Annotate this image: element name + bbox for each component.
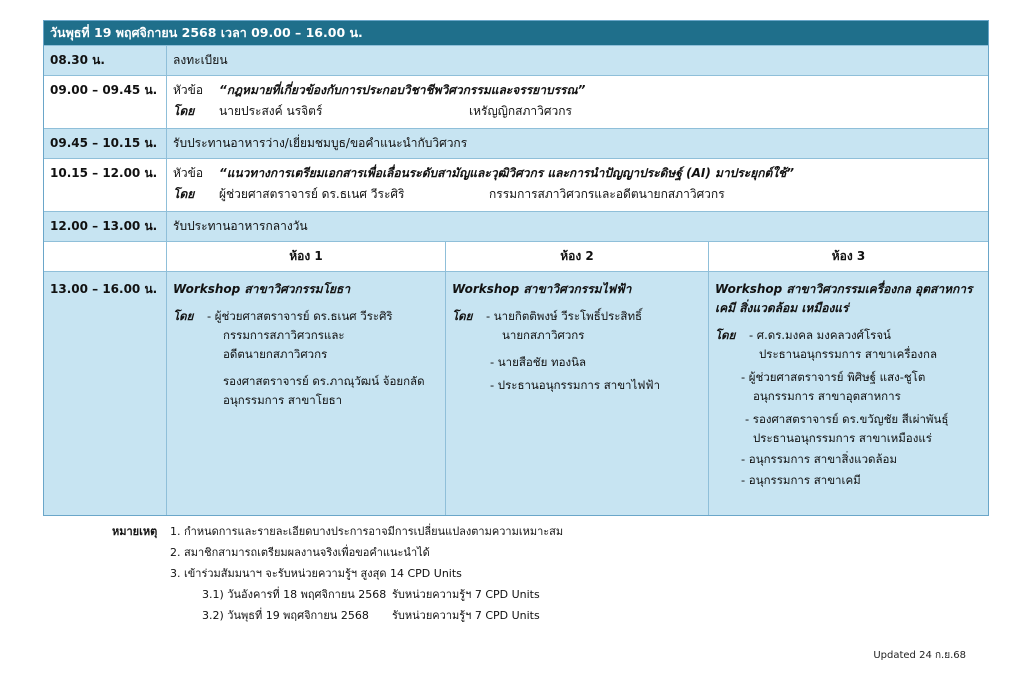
room-3-workshop [709,272,988,515]
time-cell: 12.00 – 13.00 น. [44,212,167,241]
schedule-row-registration [44,45,988,75]
note-subitem-day: 3.2) วันพุธที่ 19 พฤศจิกายน 2568 [202,609,369,622]
speaker-name: - ศ.ดร.มงคล มงคลวงศ์โรจน์ [749,328,891,342]
committee-member: - อนุกรรมการ สาขาเคมี [741,473,861,487]
by-label: โดย [715,328,736,342]
workshop-title: Workshop สาขาวิศวกรรมโยธา [173,282,351,296]
by-label: โดย [173,104,195,118]
committee-member: - อนุกรรมการ สาขาสิ่งแวดล้อม [741,452,898,466]
by-label: โดย [173,309,194,323]
note-item: 1. กำหนดการและรายละเอียดบางประการอาจมีการเปลี่ยนแปลงตามความเหมาะสม [170,525,564,538]
room-1-workshop [167,272,446,515]
speaker-position: อนุกรรมการ สาขาโยธา [223,393,343,407]
workshop-title: Workshop สาขาวิศวกรรมเครื่องกล อุตสาหการ เคมี สิ่งแวดล้อม เหมืองแร่ [715,282,973,315]
room-3-header: ห้อง 3 [831,249,866,263]
schedule-row-session-1 [44,75,988,128]
schedule-date-title: วันพุธที่ 19 พฤศจิกายน 2568 เวลา 09.00 – 16.00 น. [50,25,363,40]
updated-stamp: Updated 24 ก.ย.68 [873,650,966,661]
topic-title: “แนวทางการเตรียมเอกสารเพื่อเลื่อนระดับสามัญและวุฒิวิศวกร และการนำปัญญาประดิษฐ์ (AI) มาประยุกต์ใช้” [219,166,795,180]
note-item: 3. เข้าร่วมสัมมนาฯ จะรับหน่วยความรู้ฯ สูงสุด 14 CPD Units [170,567,462,580]
room-2-workshop [446,272,709,515]
speaker-position: ประธานอนุกรรมการ สาขาเหมืองแร่ [753,431,932,445]
schedule-header [44,21,988,45]
time-cell: 09.00 – 09.45 น. [44,76,167,128]
activity-cell: รับประทานอาหารว่าง/เยี่ยมชมบูธ/ขอคำแนะนำกับวิศวกร [173,136,468,150]
note-subitem-units: รับหน่วยความรู้ฯ 7 CPD Units [392,609,540,622]
speaker-name: รองศาสตราจารย์ ดร.ภาณุวัฒน์ จ้อยกลัด [223,374,425,388]
speaker-position: - ประธานอนุกรรมการ สาขาไฟฟ้า [490,378,661,392]
schedule-row-break [44,128,988,158]
speaker-name: นายประสงค์ นรจิตร์ [219,104,323,118]
speaker-position: อนุกรรมการ สาขาอุตสาหการ [753,389,901,403]
speaker-position: ประธานอนุกรรมการ สาขาเครื่องกล [759,347,938,361]
workshop-row [44,271,988,515]
activity-cell [167,76,988,128]
topic-label: หัวข้อ [173,166,204,180]
time-cell: 08.30 น. [44,46,167,75]
workshop-title: Workshop สาขาวิศวกรรมไฟฟ้า [452,282,632,296]
speaker-position: อดีตนายกสภาวิศวกร [223,347,328,361]
room-header-blank [44,242,167,271]
time-cell: 10.15 – 12.00 น. [44,159,167,211]
schedule-table [43,20,989,516]
notes-section [112,522,563,627]
note-subitem-day: 3.1) วันอังคารที่ 18 พฤศจิกายน 2568 [202,588,387,601]
room-header-row [44,241,988,271]
speaker-name: - นายสือชัย ทองนิล [490,355,586,369]
by-label: โดย [452,309,473,323]
topic-label: หัวข้อ [173,83,204,97]
speaker-position: นายกสภาวิศวกร [502,328,585,342]
note-item: 2. สมาชิกสามารถเตรียมผลงานจริงเพื่อขอคำแนะนำได้ [170,546,430,559]
activity-cell [167,159,988,211]
room-1-header: ห้อง 1 [167,242,446,271]
speaker-name: - ผู้ช่วยศาสตราจารย์ พิศิษฐ์ แสง-ชูโต [741,370,926,384]
topic-title: “กฎหมายที่เกี่ยวข้องกับการประกอบวิชาชีพวิศวกรรมและจรรยาบรรณ” [219,83,586,97]
speaker-position: กรรมการสภาวิศวกรและอดีตนายกสภาวิศวกร [489,187,725,201]
by-label: โดย [173,187,195,201]
schedule-row-lunch [44,211,988,241]
speaker-name: - ผู้ช่วยศาสตราจารย์ ดร.ธเนศ วีระศิริ [207,309,393,323]
time-cell: 09.45 – 10.15 น. [44,129,167,158]
note-subitem [112,585,563,606]
time-cell: 13.00 – 16.00 น. [44,272,167,515]
activity-cell: รับประทานอาหารกลางวัน [173,219,308,233]
activity-cell: ลงทะเบียน [173,53,228,67]
schedule-row-session-2 [44,158,988,211]
note-subitem [112,606,563,627]
speaker-name: - นายกิตติพงษ์ วีระโพธิ์ประสิทธิ์ [486,309,643,323]
speaker-position: กรรมการสภาวิศวกรและ [223,328,345,342]
notes-label: หมายเหตุ [112,525,158,538]
speaker-name: ผู้ช่วยศาสตราจารย์ ดร.ธเนศ วีระศิริ [219,187,405,201]
speaker-name: - รองศาสตราจารย์ ดร.ขวัญชัย สีเผ่าพันธุ์ [745,412,949,426]
room-2-header: ห้อง 2 [446,242,709,271]
speaker-position: เหรัญญิกสภาวิศวกร [469,104,572,118]
note-subitem-units: รับหน่วยความรู้ฯ 7 CPD Units [392,588,540,601]
